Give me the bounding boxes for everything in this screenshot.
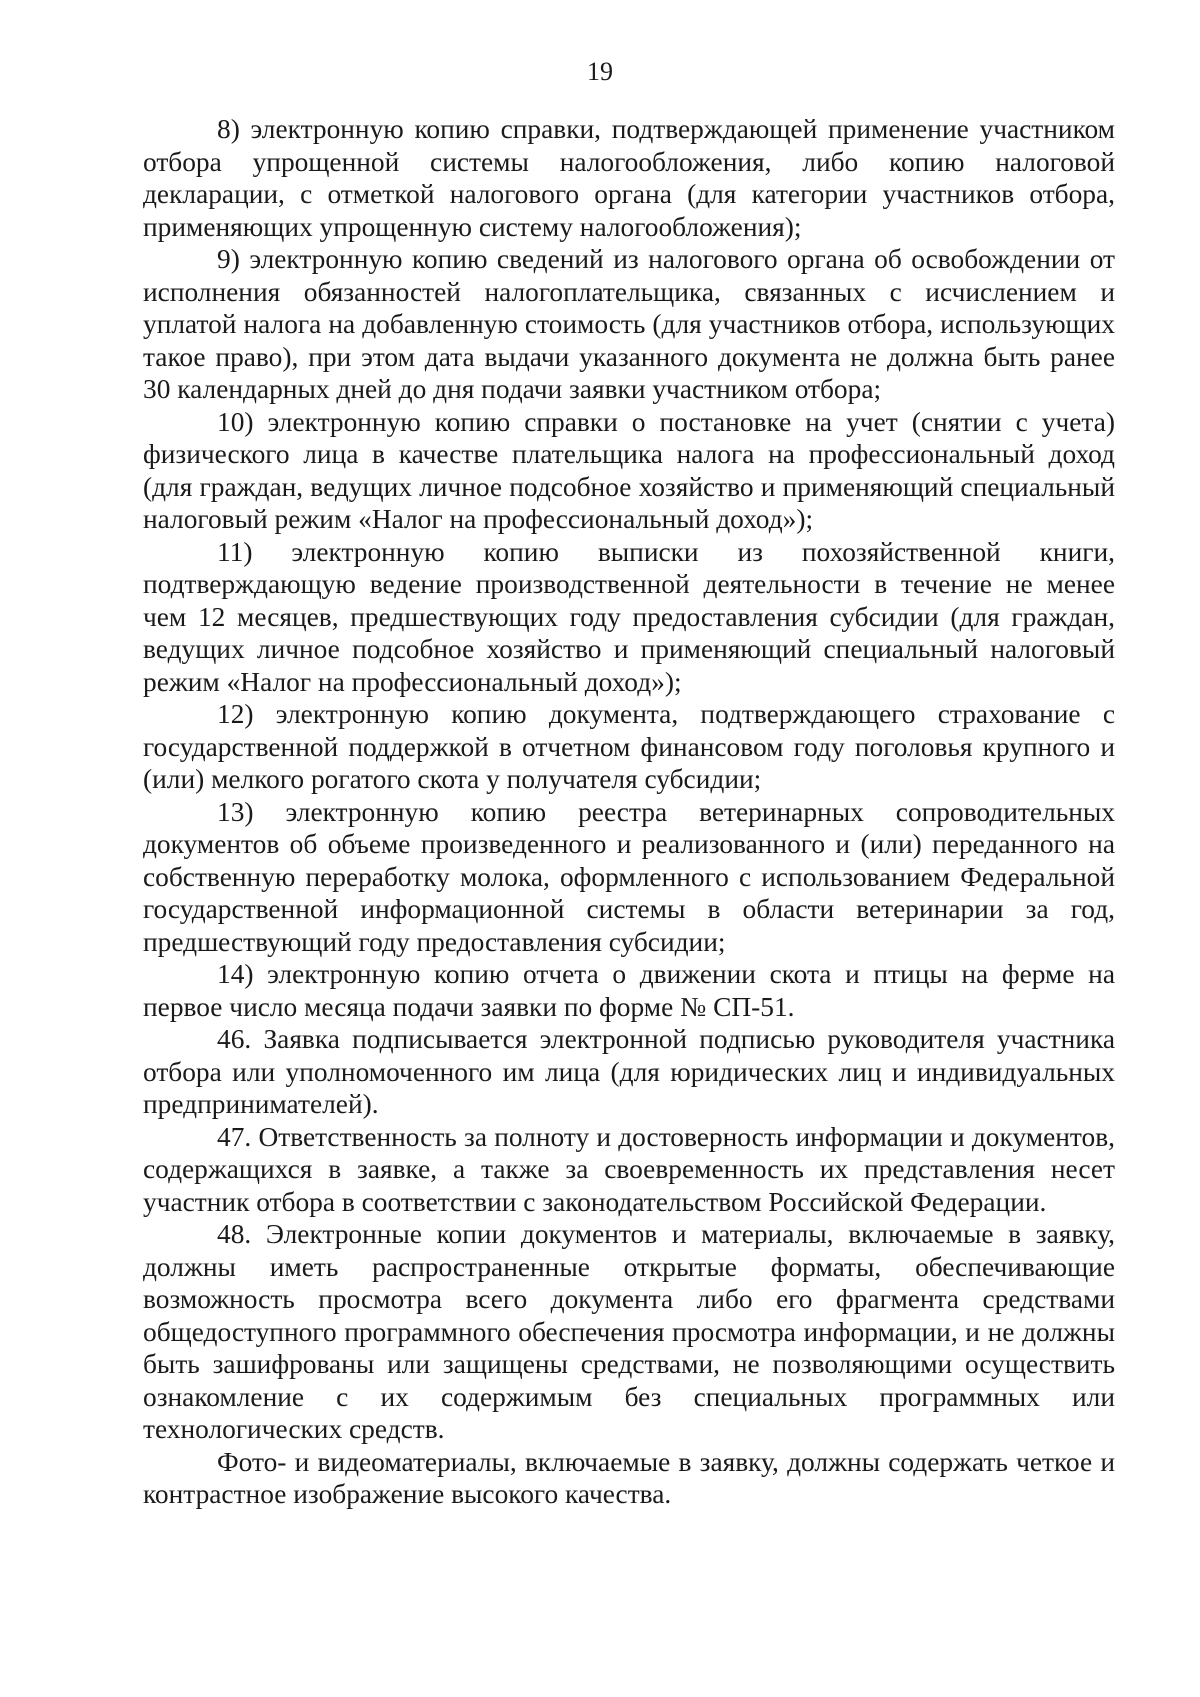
paragraph-item-14: 14) электронную копию отчета о движении скота и птицы на ферме на первое число месяца подачи заявки по форме № СП-51. bbox=[143, 959, 1115, 1022]
paragraph-item-12: 12) электронную копию документа, подтверждающего страхование с государственной поддержкой в отчетном финансовом году поголовья крупного и (или) мелкого рогатого скота у получателя субсидии; bbox=[143, 699, 1115, 794]
paragraph-clause-47: 47. Ответственность за полноту и достоверность информации и документов, содержащихся в заявке, а также за своевременность их представления несет участник отбора в соответствии с законодательством Российской Федерации. bbox=[143, 1121, 1115, 1217]
paragraph-clause-48: 48. Электронные копии документов и материалы, включаемые в заявку, должны иметь распространенные открытые форматы, обеспечивающие возможность просмотра всего документа либо его фрагмента средствами общедоступного программного обеспечения просмотра информации, и не должны быть зашифрованы или защищены средствами, не позволяющими осуществить ознакомление с их содержимым без специальных программных или технологических средств. bbox=[143, 1219, 1115, 1444]
page-number: 19 bbox=[587, 57, 613, 86]
document-body bbox=[143, 113, 1115, 1511]
paragraph-item-9: 9) электронную копию сведений из налогового органа об освобождении от исполнения обязанностей налогоплательщика, связанных с исчислением и уплатой налога на добавленную стоимость (для участников отбора, использующих такое право), при этом дата выдачи указанного документа не должна быть ранее 30 календарных дней до дня подачи заявки участником отбора; bbox=[143, 244, 1115, 404]
paragraph-media-requirements: Фото- и видеоматериалы, включаемые в заявку, должны содержать четкое и контрастное изображение высокого качества. bbox=[143, 1446, 1115, 1509]
paragraph-item-11: 11) электронную копию выписки из похозяйственной книги, подтверждающую ведение производственной деятельности в течение не менее чем 12 месяцев, предшествующих году предоставления субсидии (для граждан, ведущих личное подсобное хозяйство и применяющий специальный налоговый режим «Налог на профессиональный доход»); bbox=[143, 536, 1115, 697]
paragraph-clause-46: 46. Заявка подписывается электронной подписью руководителя участника отбора или уполномоченного им лица (для юридических лиц и индивидуальных предпринимателей). bbox=[143, 1024, 1115, 1119]
paragraph-item-13: 13) электронную копию реестра ветеринарных сопроводительных документов об объеме произведенного и реализованного и (или) переданного на собственную переработку молока, оформленного с использованием Федеральной государственной информационной системы в области ветеринарии за год, предшествующий году предоставления субсидии; bbox=[143, 796, 1115, 957]
paragraph-item-10: 10) электронную копию справки о постановке на учет (снятии с учета) физического лица в качестве плательщика налога на профессиональный доход (для граждан, ведущих личное подсобное хозяйство и применяющий специальный налоговый режим «Налог на профессиональный доход»); bbox=[143, 406, 1115, 534]
paragraph-item-8: 8) электронную копию справки, подтверждающей применение участником отбора упрощенной системы налогообложения, либо копию налоговой декларации, с отметкой налогового органа (для категории участников отбора, применяющих упрощенную систему налогообложения); bbox=[143, 114, 1115, 242]
